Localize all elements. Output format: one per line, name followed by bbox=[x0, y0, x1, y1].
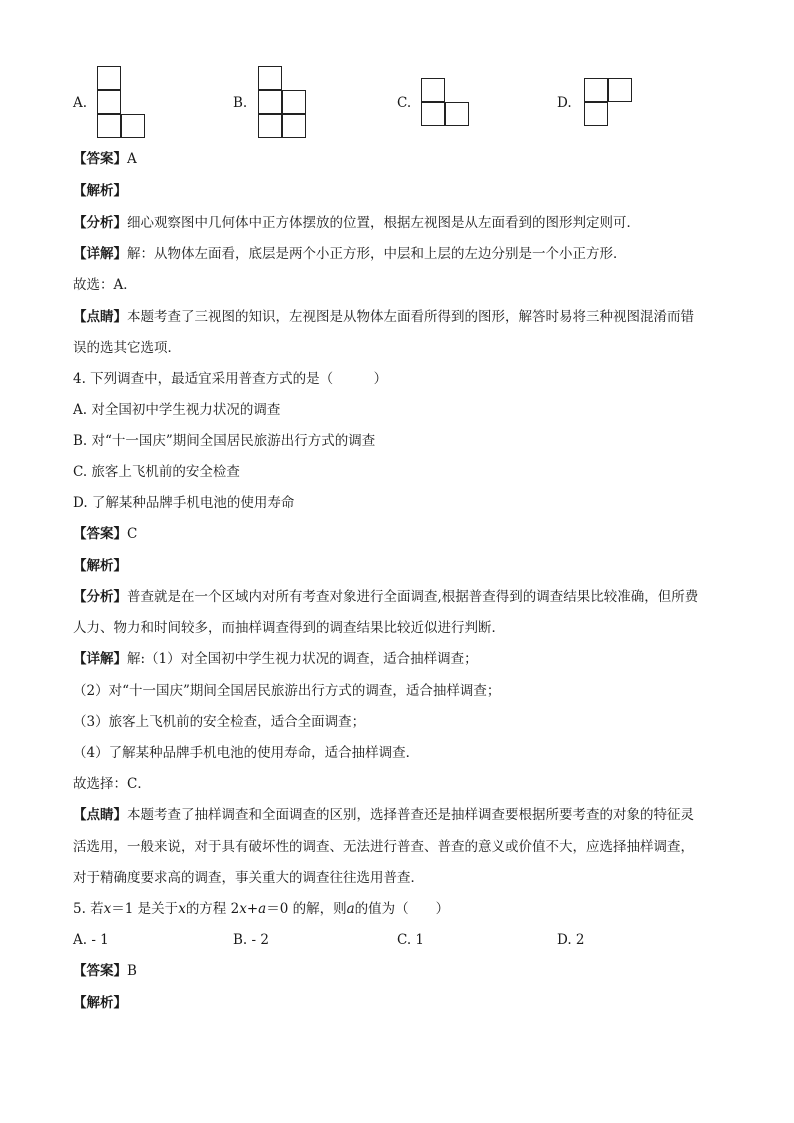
q3-dianjing: 【点睛】本题考查了三视图的知识，左视图是从物体左面看所得到的图形，解答时易将三种视图混淆而错 bbox=[73, 309, 694, 325]
q4-option-b: B. 对“十一国庆”期间全国居民旅游出行方式的调查 bbox=[73, 433, 376, 449]
q4-dianjing-2: 活选用，一般来说，对于具有破坏性的调查、无法进行普查、普查的意义或价值不大，应选择抽样调查， bbox=[73, 839, 694, 855]
q4-dianjing-3: 对于精确度要求高的调查，事关重大的调查往往选用普查． bbox=[73, 870, 424, 886]
q5-option-b: B. - 2 bbox=[233, 932, 269, 948]
q5-option-c: C. 1 bbox=[397, 932, 425, 948]
q4-answer: 【答案】C bbox=[73, 526, 138, 542]
q3-dianjing-cont: 误的选其它选项． bbox=[73, 340, 181, 356]
q4-fenxi-cont: 人力、物力和时间较多，而抽样调查得到的调查结果比较近似进行判断． bbox=[73, 620, 505, 636]
q4-stem: 4. 下列调查中，最适宜采用普查方式的是（ ） bbox=[73, 371, 388, 387]
q3-answer: 【答案】A bbox=[73, 151, 137, 167]
option-d-label: D. bbox=[557, 95, 572, 111]
q4-option-d: D. 了解某种品牌手机电池的使用寿命 bbox=[73, 495, 295, 511]
option-b-label: B. bbox=[233, 95, 248, 111]
q3-fenxi: 【分析】细心观察图中几何体中正方体摆放的位置，根据左视图是从左面看到的图形判定则可． bbox=[73, 215, 640, 231]
q5-analysis-heading: 【解析】 bbox=[73, 995, 127, 1011]
q4-analysis-heading: 【解析】 bbox=[73, 558, 127, 574]
q4-xiangjie: 【详解】解:（1）对全国初中学生视力状况的调查，适合抽样调查； bbox=[73, 651, 478, 667]
q4-xiangjie-3: （3）旅客上飞机前的安全检查，适合全面调查； bbox=[73, 714, 366, 730]
q4-option-c: C. 旅客上飞机前的安全检查 bbox=[73, 464, 240, 480]
q3-choice: 故选：A． bbox=[73, 277, 137, 293]
q5-answer: 【答案】B bbox=[73, 963, 137, 979]
q4-xiangjie-4: （4）了解某种品牌手机电池的使用寿命，适合抽样调查． bbox=[73, 745, 420, 761]
q4-dianjing: 【点睛】本题考查了抽样调查和全面调查的区别，选择普查还是抽样调查要根据所要考查的对象的特征灵 bbox=[73, 807, 694, 823]
q5-option-a: A. - 1 bbox=[73, 932, 109, 948]
option-a-label: A. bbox=[73, 95, 88, 111]
q3-xiangjie: 【详解】解：从物体左面看，底层是两个小正方形，中层和上层的左边分别是一个小正方形． bbox=[73, 246, 627, 262]
q4-fenxi: 【分析】普查就是在一个区域内对所有考查对象进行全面调查,根据普查得到的调查结果比较准确，但所费 bbox=[73, 589, 699, 605]
q5-option-d: D. 2 bbox=[557, 932, 585, 948]
q3-analysis-heading: 【解析】 bbox=[73, 183, 127, 199]
q4-choice: 故选择：C． bbox=[73, 776, 151, 792]
q5-stem: 5. 若x＝1 是关于x的方程 2x+a＝0 的解，则a的值为（ ） bbox=[73, 901, 450, 917]
q4-xiangjie-2: （2）对“十一国庆”期间全国居民旅游出行方式的调查，适合抽样调查； bbox=[73, 683, 501, 699]
option-c-label: C. bbox=[397, 95, 412, 111]
q4-option-a: A. 对全国初中学生视力状况的调查 bbox=[73, 402, 281, 418]
